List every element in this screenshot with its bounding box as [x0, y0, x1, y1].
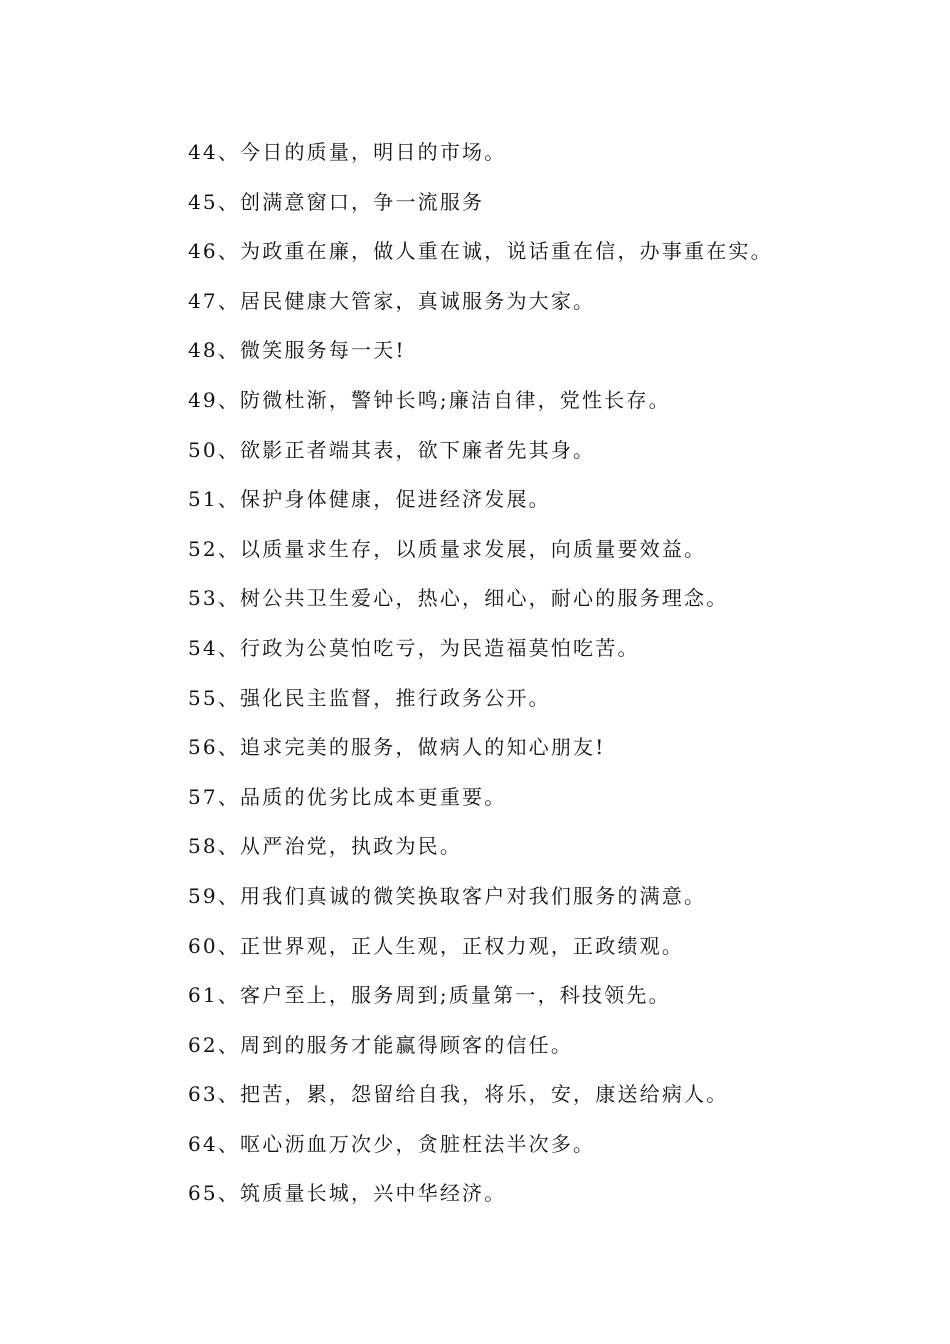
list-item: 61、客户至上，服务周到;质量第一，科技领先。: [188, 983, 671, 1008]
list-item: 50、欲影正者端其表，欲下廉者先其身。: [188, 437, 596, 462]
list-item: 63、把苦，累，怨留给自我，将乐，安，康送给病人。: [188, 1082, 729, 1107]
list-item: 59、用我们真诚的微笑换取客户对我们服务的满意。: [188, 883, 707, 908]
list-item: 45、创满意窗口，争一流服务: [188, 189, 485, 214]
list-item: 56、追求完美的服务，做病人的知心朋友!: [188, 735, 606, 760]
list-item: 52、以质量求生存，以质量求发展，向质量要效益。: [188, 536, 707, 561]
list-item: 57、品质的优劣比成本更重要。: [188, 784, 507, 809]
list-item: 48、微笑服务每一天!: [188, 338, 406, 363]
list-item: 46、为政重在廉，做人重在诚，说话重在信，办事重在实。: [188, 239, 773, 264]
list-item: 65、筑质量长城，兴中华经济。: [188, 1181, 507, 1206]
list-item: 53、树公共卫生爱心，热心，细心，耐心的服务理念。: [188, 586, 729, 611]
list-item: 51、保护身体健康，促进经济发展。: [188, 487, 551, 512]
list-item: 60、正世界观，正人生观，正权力观，正政绩观。: [188, 933, 685, 958]
list-item: 64、呕心沥血万次少，贪脏枉法半次多。: [188, 1131, 596, 1156]
list-item: 62、周到的服务才能赢得顾客的信任。: [188, 1032, 574, 1057]
list-item: 44、今日的质量，明日的市场。: [188, 140, 507, 164]
list-item: 55、强化民主监督，推行政务公开。: [188, 685, 551, 710]
list-item: 47、居民健康大管家，真诚服务为大家。: [188, 288, 596, 313]
list-item: 58、从严治党，执政为民。: [188, 834, 463, 859]
list-item: 49、防微杜渐，警钟长鸣;廉洁自律，党性长存。: [188, 387, 671, 412]
slogan-list: [188, 131, 773, 1222]
list-item: 54、行政为公莫怕吃亏，为民造福莫怕吃苦。: [188, 635, 640, 660]
